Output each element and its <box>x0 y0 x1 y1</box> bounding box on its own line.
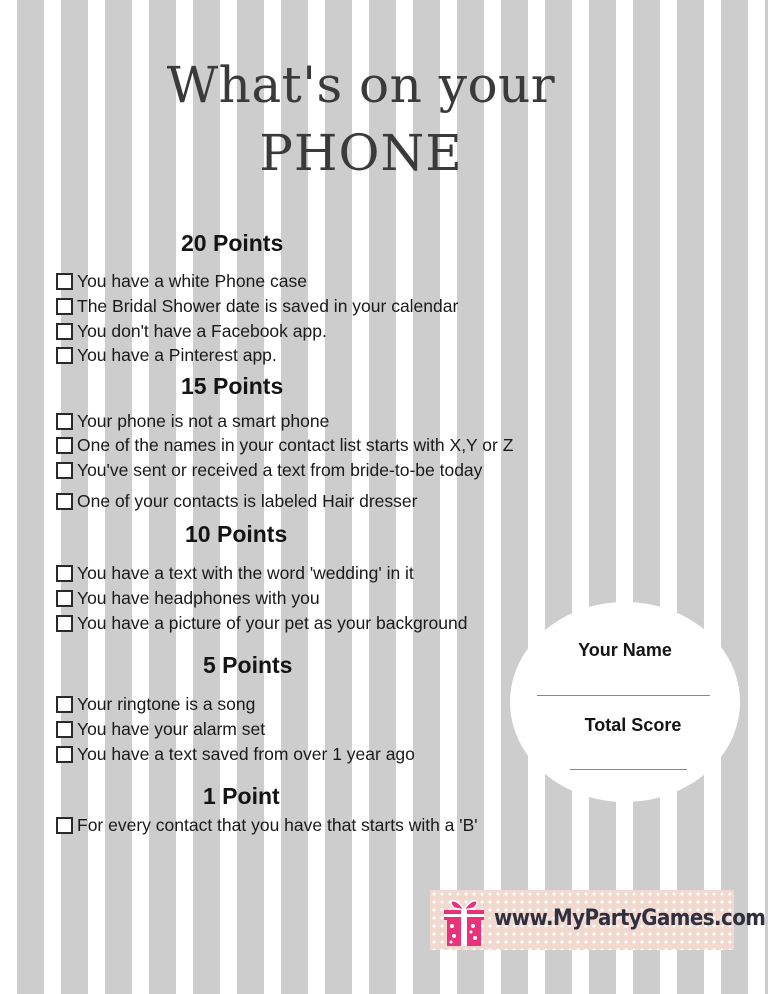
page-title-line2: PHONE <box>259 124 463 182</box>
section-heading-15-points: 15 Points <box>181 373 284 399</box>
section-heading-5-points: 5 Points <box>203 652 293 678</box>
total-score-line[interactable] <box>570 769 687 770</box>
checkbox[interactable] <box>56 273 73 290</box>
checklist-item[interactable] <box>56 562 414 584</box>
checkbox[interactable] <box>56 565 73 582</box>
section-heading-20-points: 20 Points <box>181 230 284 256</box>
item-label: One of the names in your contact list starts with X,Y or Z <box>77 434 514 455</box>
item-label: The Bridal Shower date is saved in your calendar <box>77 295 459 316</box>
checklist-item[interactable] <box>56 490 417 512</box>
website-banner <box>430 890 766 950</box>
item-label: You have a Pinterest app. <box>77 344 277 365</box>
section-heading-1-point: 1 Point <box>203 783 280 809</box>
checkbox[interactable] <box>56 493 73 510</box>
checklist-item[interactable] <box>56 410 329 432</box>
item-label: You have a text with the word 'wedding' in it <box>77 562 414 583</box>
item-label: You have a text saved from over 1 year ago <box>77 743 415 764</box>
website-url[interactable]: www.MyPartyGames.com <box>494 906 766 931</box>
checkbox[interactable] <box>56 413 73 430</box>
item-label: You have a picture of your pet as your background <box>77 612 468 633</box>
checkbox[interactable] <box>56 298 73 315</box>
checklist-item[interactable] <box>56 295 458 317</box>
checkbox[interactable] <box>56 615 73 632</box>
checklist-item[interactable] <box>56 434 513 456</box>
checklist-item[interactable] <box>56 344 277 366</box>
checklist-item[interactable] <box>56 814 478 836</box>
checkbox[interactable] <box>56 347 73 364</box>
item-label: You've sent or received a text from bride-to-be today <box>77 459 483 480</box>
page-title-line1: What's on your <box>166 56 556 114</box>
checklist-item[interactable] <box>56 459 482 481</box>
checklist-item[interactable] <box>56 718 265 740</box>
checklist-item[interactable] <box>56 693 255 715</box>
checklist-item[interactable] <box>56 587 320 609</box>
item-label: You have your alarm set <box>77 718 266 739</box>
item-label: For every contact that you have that starts with a 'B' <box>77 814 478 835</box>
checkbox[interactable] <box>56 817 73 834</box>
checklist-item[interactable] <box>56 270 307 292</box>
item-label: One of your contacts is labeled Hair dresser <box>77 490 418 511</box>
total-score-label: Total Score <box>584 715 682 735</box>
score-circle <box>510 602 740 802</box>
checkbox[interactable] <box>56 721 73 738</box>
item-label: You have headphones with you <box>77 587 320 608</box>
item-label: Your phone is not a smart phone <box>77 410 330 431</box>
checkbox[interactable] <box>56 437 73 454</box>
item-label: You don't have a Facebook app. <box>77 320 327 341</box>
checkbox[interactable] <box>56 323 73 340</box>
checkbox[interactable] <box>56 696 73 713</box>
gift-icon <box>440 892 488 948</box>
your-name-line[interactable] <box>537 695 710 696</box>
section-heading-10-points: 10 Points <box>185 521 288 547</box>
checklist-item[interactable] <box>56 612 467 634</box>
checklist-item[interactable] <box>56 320 327 342</box>
checklist-item[interactable] <box>56 743 415 765</box>
checkbox[interactable] <box>56 746 73 763</box>
checkbox[interactable] <box>56 590 73 607</box>
checkbox[interactable] <box>56 462 73 479</box>
item-label: You have a white Phone case <box>77 270 307 291</box>
your-name-label: Your Name <box>578 640 672 660</box>
item-label: Your ringtone is a song <box>77 693 256 714</box>
